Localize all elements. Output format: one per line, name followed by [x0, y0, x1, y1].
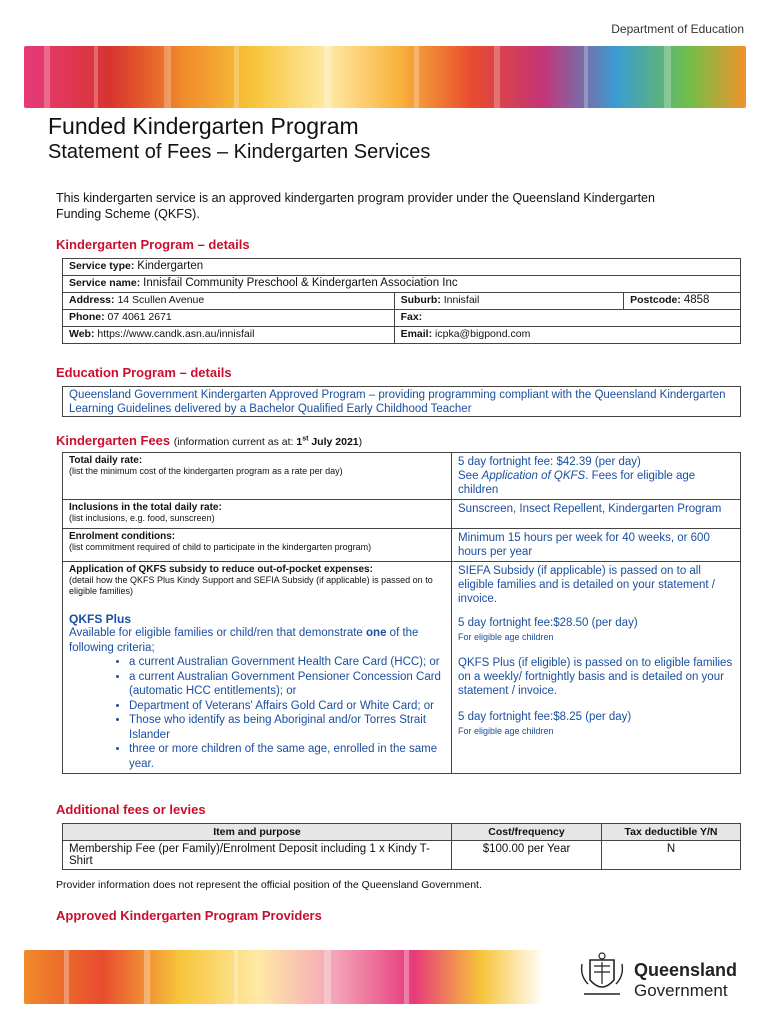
total-daily-value: 5 day fortnight fee: $42.39 (per day) — [458, 456, 641, 468]
qkfs-intro-bold: one — [366, 627, 387, 639]
additional-heading: Additional fees or levies — [56, 802, 206, 817]
fees-heading-label: Kindergarten Fees — [56, 433, 171, 448]
web-value[interactable]: https://www.candk.asn.au/innisfail — [97, 328, 255, 340]
criteria-item: • a current Australian Government Health Care Card (HCC); or — [129, 655, 445, 670]
email-label: Email: — [400, 328, 433, 340]
qld-gov-logo — [576, 950, 746, 1004]
education-heading: Education Program – details — [56, 365, 232, 380]
see-text: See — [458, 470, 482, 482]
qkfs-plus-title: QKFS Plus — [69, 612, 132, 626]
total-daily-label: Total daily rate: — [69, 455, 143, 466]
qkfs-intro-post: of the following criteria; — [69, 627, 419, 654]
service-name-value: Innisfail Community Preschool & Kindergarten Association Inc — [143, 277, 458, 289]
fees-info-suffix: ) — [358, 436, 363, 448]
service-name-label: Service name: — [69, 277, 141, 289]
qkfs-fee2: 5 day fortnight fee:$8.25 (per day) — [458, 711, 632, 723]
qkfs-link[interactable]: Application of QKFS — [481, 470, 586, 482]
page-subtitle: Statement of Fees – Kindergarten Services — [48, 141, 431, 163]
page-title: Funded Kindergarten Program — [48, 113, 359, 139]
qkfs-plus-criteria — [69, 626, 445, 771]
department-label: Department of Education — [611, 22, 744, 36]
criteria-item: • three or more children of the same age, enrolled in the same year. — [129, 742, 445, 771]
total-daily-hint: (list the minimum cost of the kindergarten program as a rate per day) — [69, 466, 343, 476]
fees-info-sup: st — [302, 435, 309, 443]
suburb-value: Innisfail — [443, 294, 480, 306]
disclaimer: Provider information does not represent the official position of the Queensland Government. — [56, 879, 482, 891]
enrolment-hint: (list commitment required of child to participate in the kindergarten program) — [69, 542, 372, 552]
col-cost: Cost/frequency — [452, 824, 602, 841]
application-label: Application of QKFS subsidy to reduce out-of-pocket expenses: — [69, 564, 373, 575]
crest-icon — [576, 950, 628, 1002]
gov-name-line2: Government — [634, 981, 728, 1000]
postcode-label: Postcode: — [630, 294, 681, 306]
qkfs-plus-intro — [69, 626, 445, 655]
address-label: Address: — [69, 294, 115, 306]
qkfs-fee1: 5 day fortnight fee:$28.50 (per day) — [458, 617, 638, 629]
postcode-value: 4858 — [683, 294, 710, 306]
fees-info-prefix: (information current as at: — [173, 436, 297, 448]
table-row — [63, 841, 741, 870]
criteria-list — [93, 655, 445, 771]
total-daily-see — [458, 469, 734, 497]
fees-info — [174, 436, 362, 448]
col-tax: Tax deductible Y/N — [602, 824, 741, 841]
fees-heading — [56, 433, 362, 448]
inclusions-value: Sunscreen, Insect Repellent, Kindergarten Program — [452, 500, 741, 529]
col-item: Item and purpose — [63, 824, 452, 841]
providers-heading: Approved Kindergarten Program Providers — [56, 908, 322, 923]
footer-banner — [24, 950, 544, 1004]
fees-info-date: July 2021 — [308, 436, 359, 448]
see-rest: . Fees for eligible age children — [458, 470, 696, 496]
application-hint: (detail how the QKFS Plus Kindy Support and SEFIA Subsidy (if applicable) is passed on to eligible families) — [69, 575, 433, 596]
additional-fees-table — [62, 823, 741, 870]
application-value: SIEFA Subsidy (if applicable) is passed on to all eligible families and is detailed on your statement / invoice. — [452, 562, 741, 609]
fax-label: Fax: — [400, 311, 423, 323]
qkfs-intro-pre: Available for eligible families or child/ren that demonstrate — [69, 627, 367, 639]
fees-table — [62, 452, 741, 774]
header-banner — [24, 46, 746, 108]
intro-text: This kindergarten service is an approved kindergarten program provider under the Queensland Kindergarten Funding Scheme (QKFS). — [56, 191, 655, 221]
fee-cost: $100.00 per Year — [452, 841, 602, 870]
service-type-value: Kindergarten — [137, 260, 204, 272]
service-type-label: Service type: — [69, 260, 135, 272]
criteria-item: • a current Australian Government Pensioner Concession Card (automatic HCC entitlements); or — [129, 670, 445, 699]
email-value[interactable]: icpka@bigpond.com — [435, 328, 531, 340]
inclusions-hint: (list inclusions, e.g. food, sunscreen) — [69, 513, 215, 523]
qkfs-fee1-note: For eligible age children — [458, 632, 554, 642]
criteria-item: • Those who identify as being Aboriginal and/or Torres Strait Islander — [129, 713, 445, 742]
qkfs-fee2-note: For eligible age children — [458, 726, 554, 736]
enrolment-value: Minimum 15 hours per week for 40 weeks, or 600 hours per year — [452, 529, 741, 562]
gov-name-line1: Queensland — [634, 960, 738, 980]
fees-info-day: 1 — [296, 436, 303, 448]
program-details-table — [62, 258, 741, 344]
education-text: Queensland Government Kindergarten Approved Program – providing programming compliant with the Queensland Kindergarten Learning Guidelines delivered by a Bachelor Qualified Early Childhood Teacher — [62, 386, 741, 417]
phone-label: Phone: — [69, 311, 105, 323]
criteria-item: • Department of Veterans' Affairs Gold Card or White Card; or — [129, 699, 445, 714]
suburb-label: Suburb: — [400, 294, 441, 306]
phone-value: 07 4061 2671 — [107, 311, 172, 323]
enrolment-label: Enrolment conditions: — [69, 531, 176, 542]
program-details-heading: Kindergarten Program – details — [56, 237, 250, 252]
fee-item: Membership Fee (per Family)/Enrolment Deposit including 1 x Kindy T-Shirt — [63, 841, 452, 870]
address-value: 14 Scullen Avenue — [117, 294, 205, 306]
fee-tax: N — [602, 841, 741, 870]
inclusions-label: Inclusions in the total daily rate: — [69, 502, 222, 513]
web-label: Web: — [69, 328, 95, 340]
qkfs-passed-on: QKFS Plus (if eligible) is passed on to eligible families on a weekly/ fortnightly basis and is detailed on your statement / invoice. — [458, 657, 733, 697]
